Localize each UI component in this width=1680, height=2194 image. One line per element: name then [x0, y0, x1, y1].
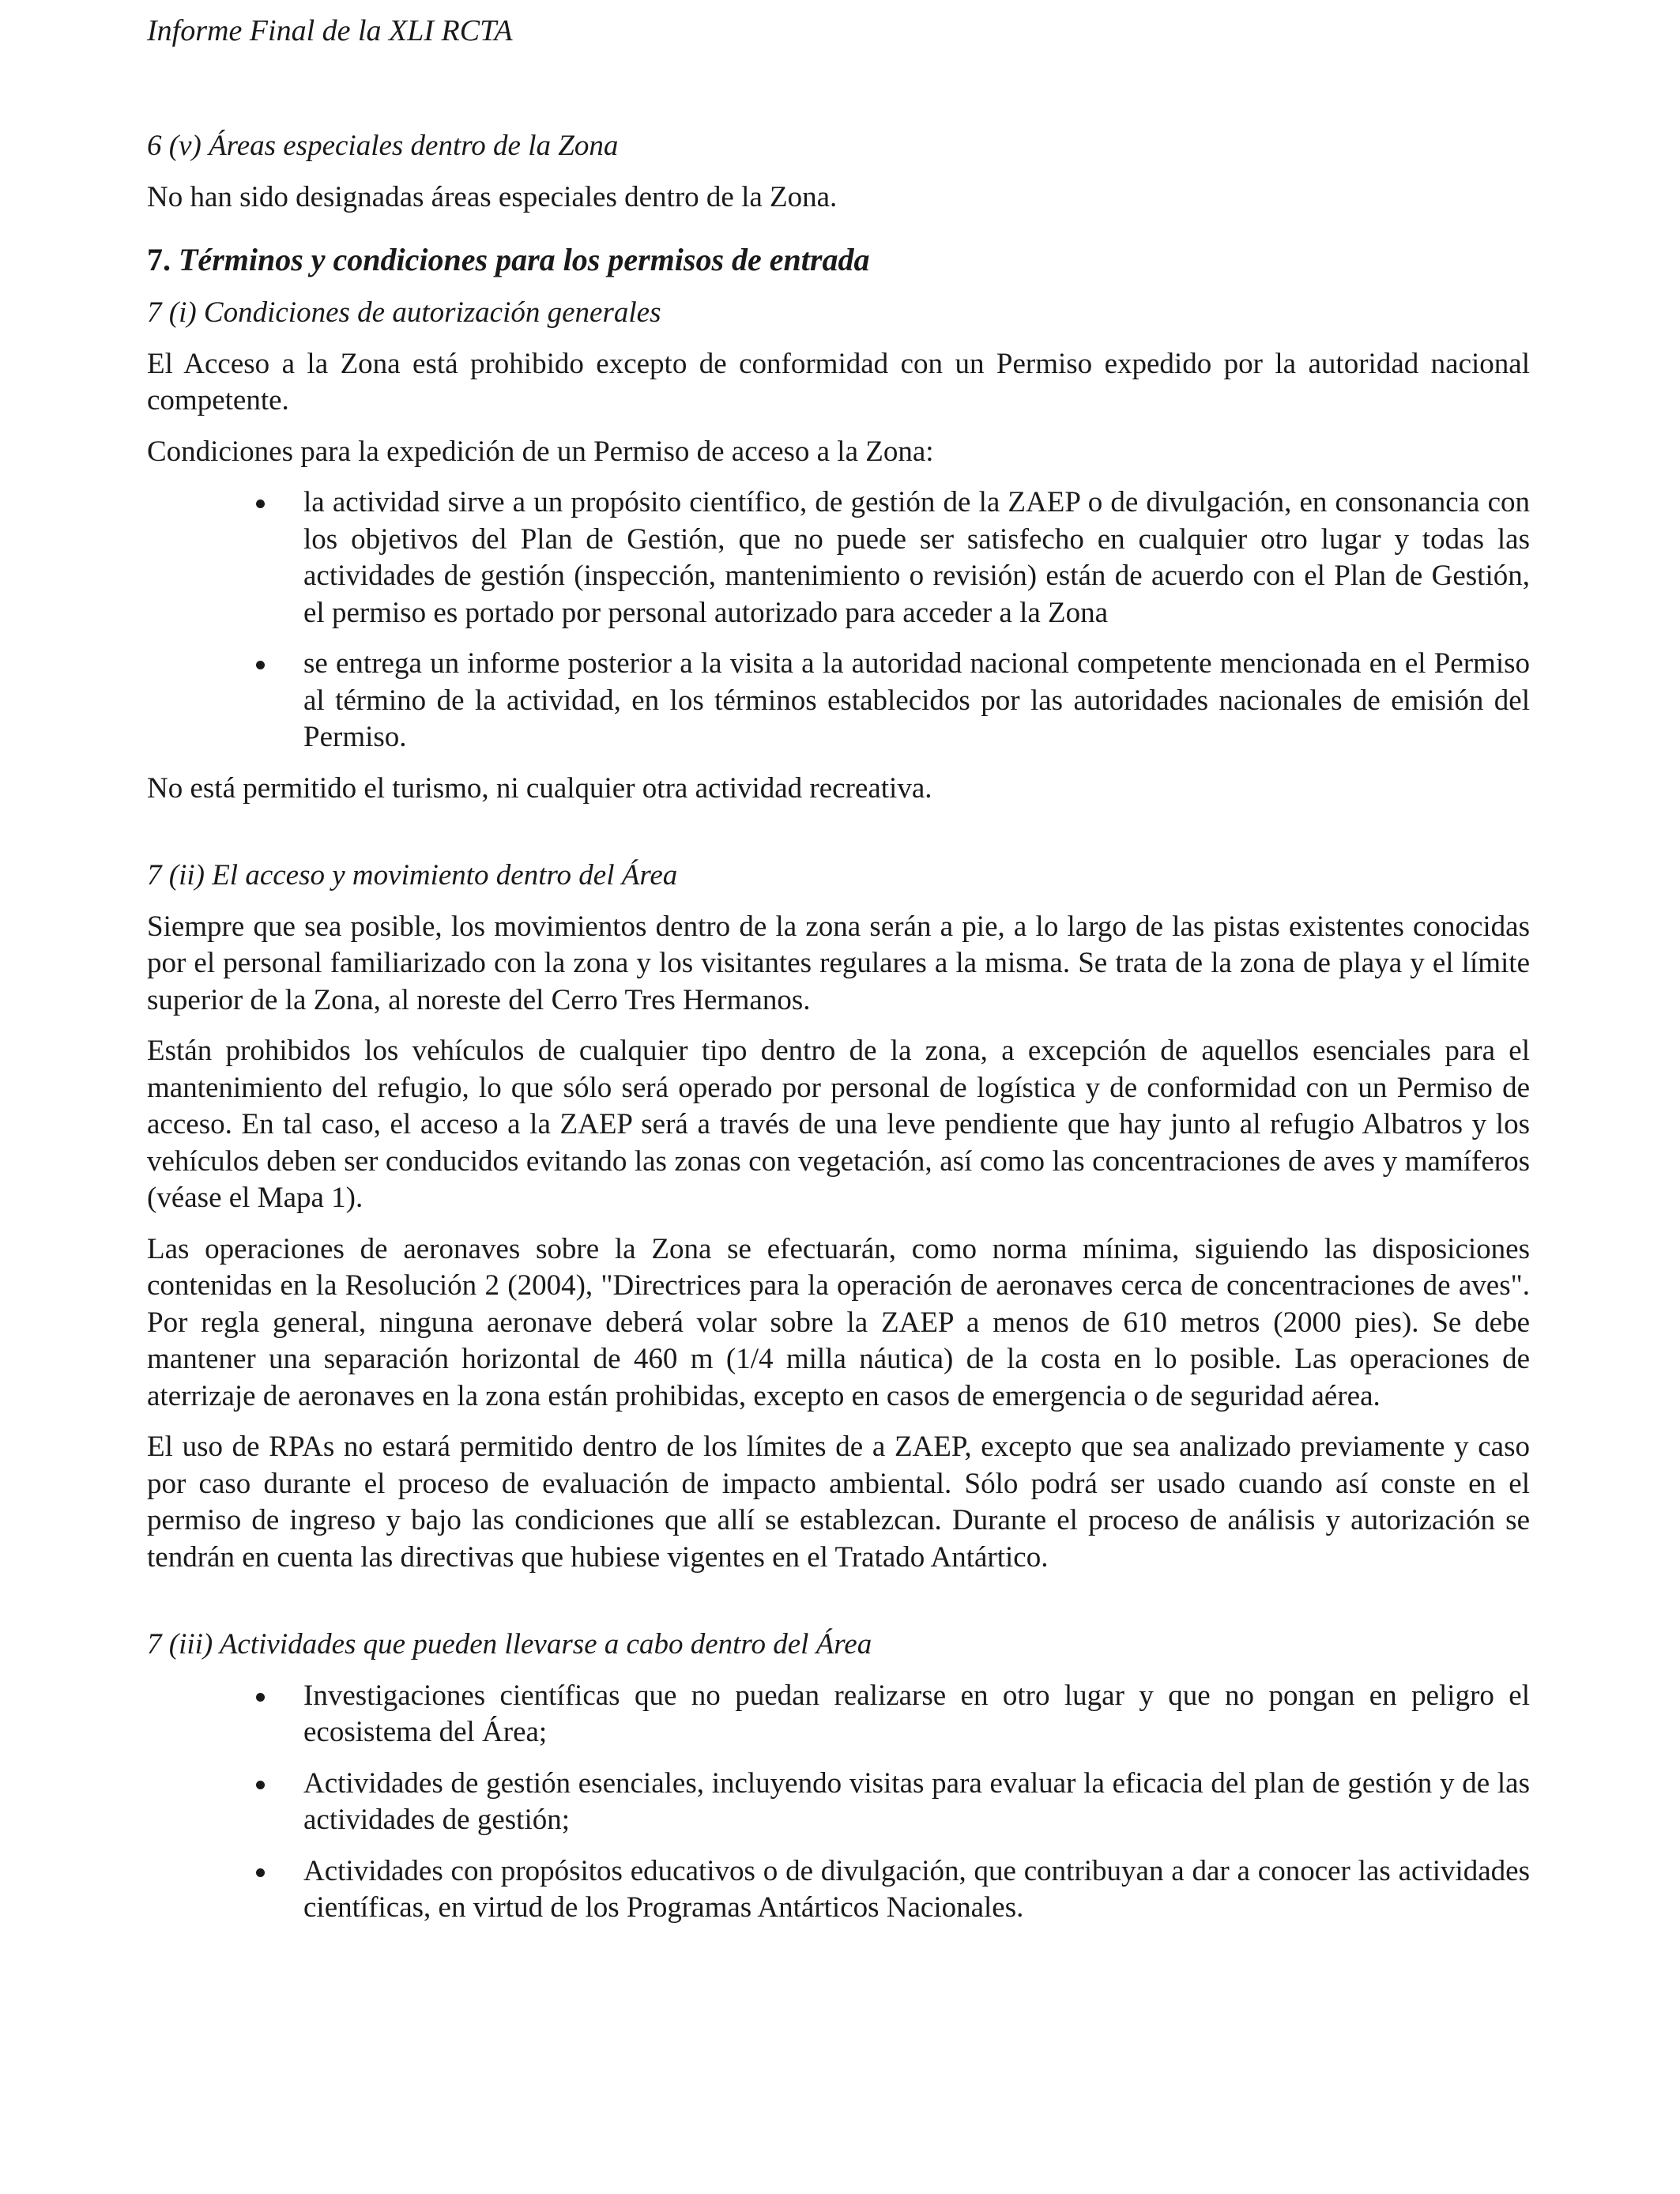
- paragraph: No han sido designadas áreas especiales dentro de la Zona.: [147, 180, 838, 213]
- paragraph: El Acceso a la Zona está prohibido excepto de conformidad con un Permiso expedido por la autoridad nacional competente.: [147, 347, 1530, 417]
- paragraph: Condiciones para la expedición de un Permiso de acceso a la Zona:: [147, 435, 934, 468]
- paragraph: Siempre que sea posible, los movimientos dentro de la zona serán a pie, a lo largo de las pistas existentes conocidas por el personal familiarizado con la zona y los visitantes regulares a la misma. Se trata de la zona de playa y el límite superior de la Zona, al noreste del Cerro Tres Hermanos.: [147, 910, 1530, 1016]
- paragraph: No está permitido el turismo, ni cualquier otra actividad recreativa.: [147, 771, 932, 805]
- bullet-icon: [256, 1868, 265, 1877]
- subsection-heading-6v: 6 (v) Áreas especiales dentro de la Zona: [147, 130, 619, 162]
- list-item-text: Investigaciones científicas que no puedan realizarse en otro lugar y que no pongan en peligro el ecosistema del Área;: [303, 1679, 1530, 1748]
- list-item-text: Actividades con propósitos educativos o de divulgación, que contribuyan a dar a conocer las actividades científicas, en virtud de los Programas Antárticos Nacionales.: [303, 1854, 1530, 1924]
- subsection-heading-7ii: 7 (ii) El acceso y movimiento dentro del Área: [147, 859, 678, 892]
- bullet-list-7i: [147, 484, 1530, 756]
- paragraph: Están prohibidos los vehículos de cualquier tipo dentro de la zona, a excepción de aquellos esenciales para el mantenimiento del refugio, lo que sólo será operado por personal de logística y de conformidad con un Permiso de acceso. En tal caso, el acceso a la ZAEP será a través de una leve pendiente que hay junto al refugio Albatros y los vehículos deben ser conducidos evitando las zonas con vegetación, así como las concentraciones de aves y mamíferos (véase el Mapa 1).: [147, 1035, 1530, 1214]
- list-item: [303, 1766, 1530, 1839]
- subsection-heading-7iii: 7 (iii) Actividades que pueden llevarse a cabo dentro del Área: [147, 1628, 872, 1661]
- bullet-icon: [256, 661, 265, 669]
- subsection-heading-7i: 7 (i) Condiciones de autorización generales: [147, 296, 661, 329]
- running-header: Informe Final de la XLI RCTA: [147, 14, 513, 47]
- bullet-icon: [256, 499, 265, 508]
- list-item-text: se entrega un informe posterior a la visita a la autoridad nacional competente mencionada en el Permiso al término de la actividad, en los términos establecidos por las autoridades nacionales de emisión del Permiso.: [303, 647, 1530, 753]
- section-title: Términos y condiciones para los permisos de entrada: [179, 242, 870, 277]
- list-item: [303, 484, 1530, 631]
- paragraph: Las operaciones de aeronaves sobre la Zona se efectuarán, como norma mínima, siguiendo las disposiciones contenidas en la Resolución 2 (2004), "Directrices para la operación de aeronaves cerca de concentraciones de aves". Por regla general, ninguna aeronave deberá volar sobre la ZAEP a menos de 610 metros (2000 pies). Se debe mantener una separación horizontal de 460 m (1/4 milla náutica) de la costa en lo posible. Las operaciones de aterrizaje de aeronaves en la zona están prohibidas, excepto en casos de emergencia o de seguridad aérea.: [147, 1232, 1530, 1412]
- list-item-text: Actividades de gestión esenciales, incluyendo visitas para evaluar la eficacia del plan de gestión y de las actividades de gestión;: [303, 1766, 1530, 1836]
- bullet-list-7iii: [147, 1678, 1530, 1927]
- list-item-text: la actividad sirve a un propósito científico, de gestión de la ZAEP o de divulgación, en consonancia con los objetivos del Plan de Gestión, que no puede ser satisfecho en cualquier otro lugar y todas las actividades de gestión (inspección, mantenimiento o revisión) están de acuerdo con el Plan de Gestión, el permiso es portado por personal autorizado para acceder a la Zona: [303, 486, 1530, 629]
- list-item: [303, 1678, 1530, 1751]
- section-number: 7.: [147, 242, 171, 277]
- list-item: [303, 1853, 1530, 1927]
- list-item: [303, 646, 1530, 756]
- spacer: [147, 821, 1530, 858]
- spacer: [147, 1590, 1530, 1627]
- paragraph: El uso de RPAs no estará permitido dentro de los límites de a ZAEP, excepto que sea analizado previamente y caso por caso durante el proceso de evaluación de impacto ambiental. Sólo podrá ser usado cuando así conste en el permiso de ingreso y bajo las condiciones que allí se establezcan. Durante el proceso de análisis y autorización se tendrán en cuenta las directivas que hubiese vigentes en el Tratado Antártico.: [147, 1431, 1530, 1574]
- section-heading-7: [147, 239, 1530, 281]
- document-body: [147, 128, 1530, 1941]
- bullet-icon: [256, 1693, 265, 1702]
- bullet-icon: [256, 1781, 265, 1789]
